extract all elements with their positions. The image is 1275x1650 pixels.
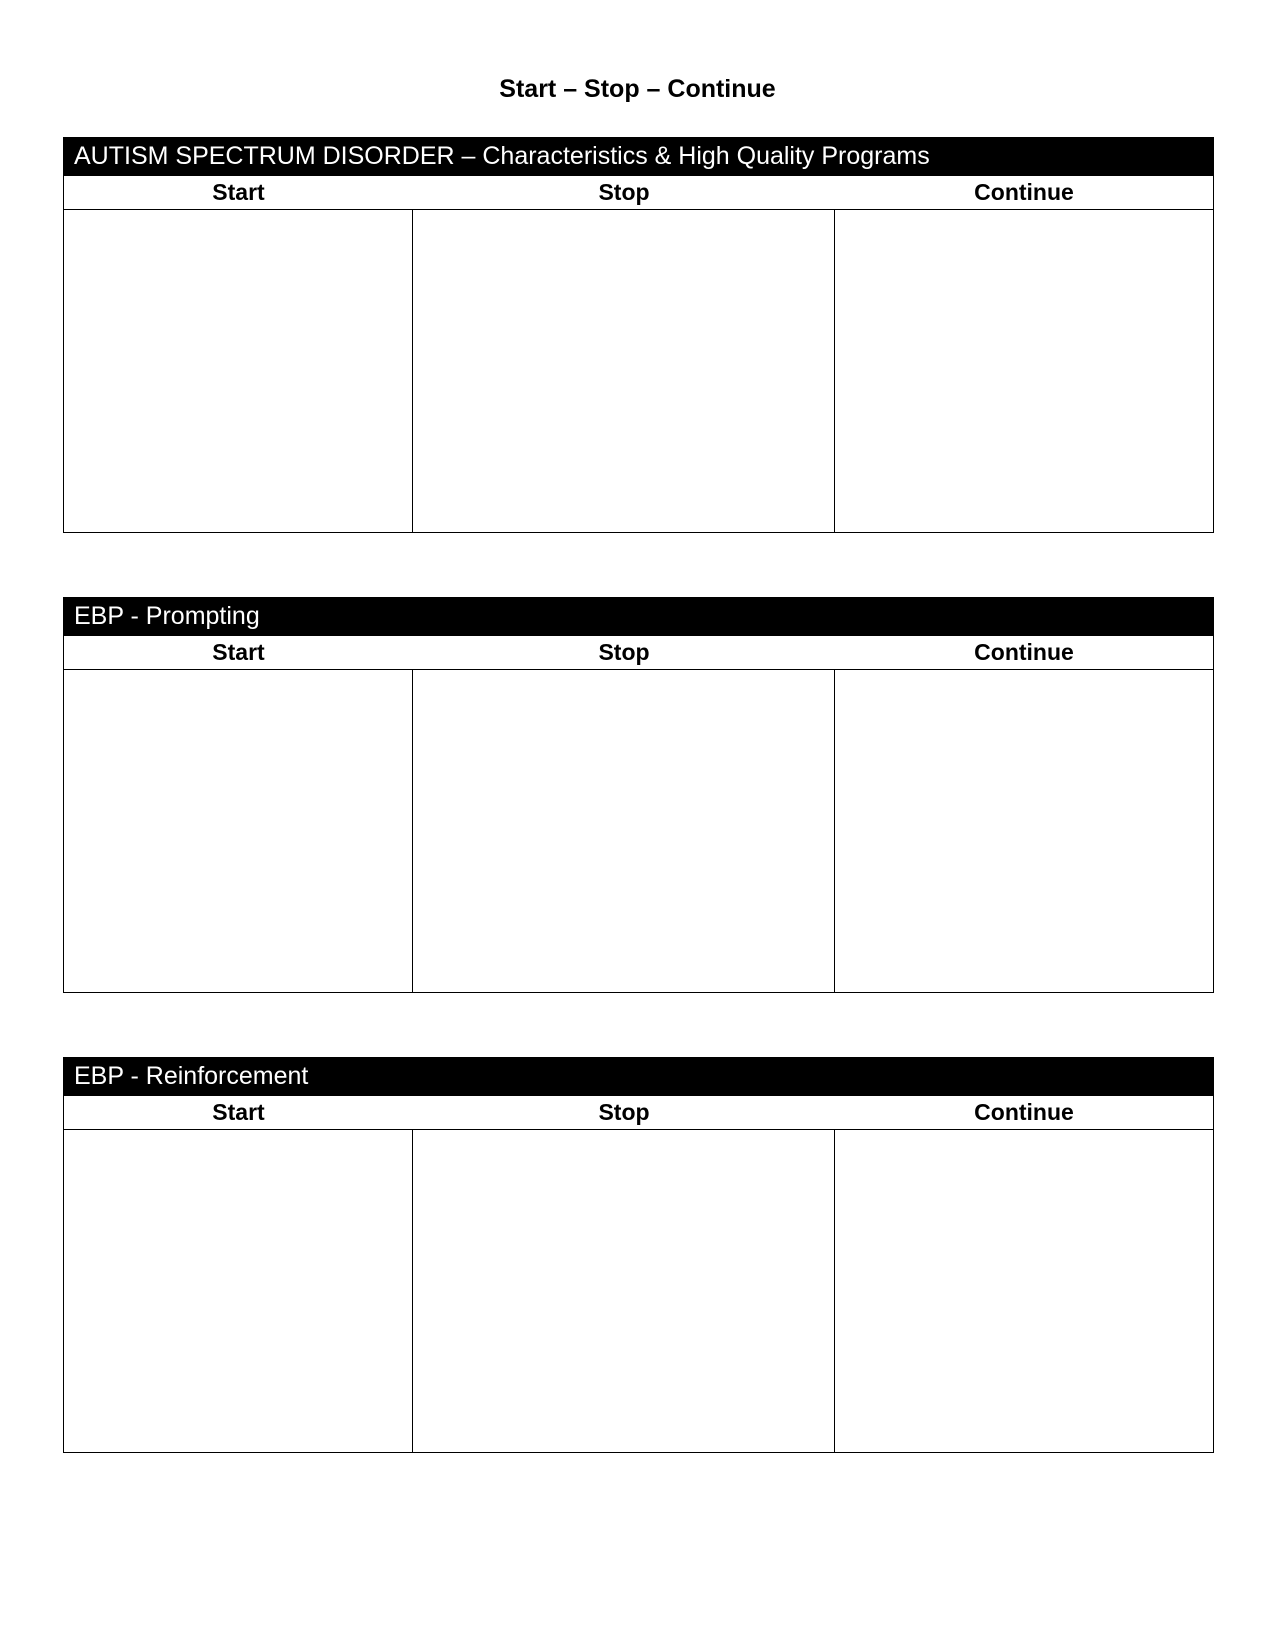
column-header-continue: Continue [974,1099,1074,1125]
column-header-continue: Continue [974,179,1074,205]
column-header-start: Start [212,179,265,205]
column-header-start: Start [212,1099,265,1125]
section-header: AUTISM SPECTRUM DISORDER – Characteristics & High Quality Programs [63,137,1214,175]
start-stop-continue-table [63,635,1214,993]
column-header-row [64,635,1213,670]
start-cell[interactable] [64,210,413,532]
column-header-stop: Stop [598,1099,650,1125]
start-stop-continue-table [63,175,1214,533]
start-cell[interactable] [64,670,413,992]
continue-cell[interactable] [835,1130,1213,1452]
column-header-row [64,175,1213,210]
continue-cell[interactable] [835,670,1213,992]
section-ebp-prompting [63,597,1214,993]
section-ebp-reinforcement [63,1057,1214,1453]
section-asd [63,137,1214,533]
continue-cell[interactable] [835,210,1213,532]
column-header-row [64,1095,1213,1130]
column-header-start: Start [212,639,265,665]
stop-cell[interactable] [413,1130,835,1452]
start-cell[interactable] [64,1130,413,1452]
start-stop-continue-table [63,1095,1214,1453]
section-header: EBP - Prompting [63,597,1214,635]
column-header-stop: Stop [598,179,650,205]
stop-cell[interactable] [413,210,835,532]
column-header-continue: Continue [974,639,1074,665]
section-header: EBP - Reinforcement [63,1057,1214,1095]
column-header-stop: Stop [598,639,650,665]
stop-cell[interactable] [413,670,835,992]
page-title: Start – Stop – Continue [499,75,776,103]
